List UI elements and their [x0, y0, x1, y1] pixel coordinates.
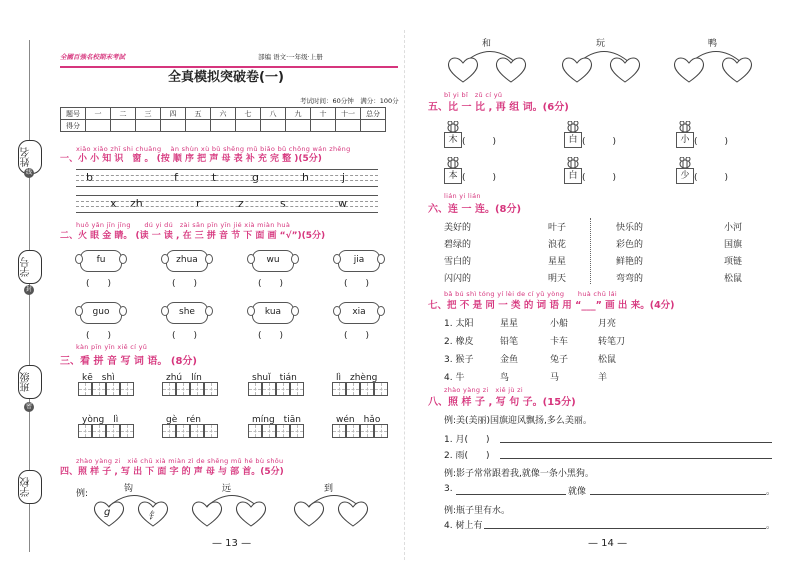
score-cell[interactable] [111, 120, 136, 132]
score-header-cell: 一 [86, 108, 111, 120]
s2-title: 二、火 眼 金 睛。 (读 一 读 , 在 三 拼 音 节 下 面 画 “√”)(5分) [60, 231, 326, 241]
class-label: 班级 [18, 365, 42, 399]
writing-box[interactable] [78, 382, 92, 396]
bug-wing-icon [205, 254, 213, 264]
bug-wing-icon [119, 254, 127, 264]
writing-box[interactable] [92, 424, 106, 438]
match-word[interactable]: 国旗 [724, 240, 743, 250]
answer-line-q3b[interactable] [590, 494, 766, 495]
writing-box[interactable] [204, 424, 218, 438]
s8-example2: 例:影子常常跟着我,就像一条小黑狗。 [444, 469, 594, 479]
score-header-cell: 五 [186, 108, 211, 120]
writing-box[interactable] [346, 424, 360, 438]
s6-pinyin: lián yi lián [444, 192, 481, 200]
s8-q4-end: 。 [766, 521, 776, 531]
consonant-letter: t [212, 171, 217, 184]
match-word[interactable]: 叶子 [548, 223, 567, 233]
consonant-letter: zh [130, 197, 143, 210]
answer-blank[interactable]: ( ) [582, 137, 617, 147]
syllable-card: kua [252, 302, 294, 324]
classify-word[interactable]: 小船 [550, 319, 569, 329]
writing-box[interactable] [106, 382, 120, 396]
match-word[interactable]: 星星 [548, 257, 567, 267]
writing-box[interactable] [190, 424, 204, 438]
pinyin-word: gè rén [166, 415, 201, 425]
consonant-letter: f [174, 171, 178, 184]
writing-box[interactable] [290, 382, 304, 396]
writing-box[interactable] [120, 382, 134, 396]
answer-blank[interactable]: ( ) [344, 331, 370, 341]
bug-wing-icon [161, 254, 169, 264]
consonant-letter: w [338, 197, 347, 210]
pinyin-word: míng tiān [252, 415, 301, 425]
answer-blank[interactable]: ( ) [86, 331, 112, 341]
score-cell[interactable] [311, 120, 336, 132]
classify-word[interactable]: 4. 牛 [444, 373, 465, 383]
score-cell[interactable] [161, 120, 186, 132]
target-character: 玩 [596, 39, 606, 49]
heart-answer-box[interactable] [672, 56, 706, 84]
page-title: 全真模拟突破卷(一) [168, 70, 284, 85]
bug-wing-icon [291, 306, 299, 316]
answer-line-q4[interactable] [484, 528, 766, 529]
header-banner [60, 46, 398, 68]
bug-wing-icon [205, 306, 213, 316]
answer-blank[interactable]: ( ) [462, 173, 497, 183]
writing-box[interactable] [248, 424, 262, 438]
binding-dot: 密 [25, 403, 32, 410]
score-cell[interactable] [261, 120, 286, 132]
bee-icon [446, 118, 460, 130]
syllable-card: she [166, 302, 208, 324]
classify-word[interactable]: 2. 橡皮 [444, 337, 474, 347]
match-word[interactable]: 雪白的 [444, 257, 472, 267]
match-word[interactable]: 小河 [724, 223, 743, 233]
match-word[interactable]: 明天 [548, 274, 567, 284]
s3-title: 三、看 拼 音 写 词 语。 (8分) [60, 356, 197, 367]
s8-q3-end: 。 [766, 487, 776, 497]
bug-wing-icon [75, 306, 83, 316]
writing-box[interactable] [332, 382, 346, 396]
writing-box[interactable] [78, 424, 92, 438]
target-character: 到 [324, 484, 334, 494]
exam-info: 考试时间：60分钟 满分：100分 [300, 97, 399, 105]
answer-blank[interactable]: ( ) [582, 173, 617, 183]
s4-pinyin: zhào yàng zi xiě chū xià miàn zì de shēng mǔ hé bù shǒu [76, 457, 284, 465]
match-word[interactable]: 碧绿的 [444, 240, 472, 250]
writing-box[interactable] [176, 424, 190, 438]
banner-text: 全國百強名校期末考試 [60, 53, 125, 61]
pinyin-word: wén hǎo [336, 415, 381, 425]
answer-blank[interactable]: ( ) [258, 279, 284, 289]
classify-word[interactable]: 兔子 [550, 355, 569, 365]
score-header-cell: 十一 [336, 108, 361, 120]
s7-title: 七、把 不 是 同 一 类 的 词 语 用 “___” 画 出 来。(4分) [428, 300, 675, 311]
school-label: 学校 [18, 470, 42, 504]
page-number-right: — 14 — [588, 538, 628, 549]
score-cell[interactable] [86, 120, 111, 132]
s4-example-label: 例: [76, 489, 89, 499]
heart-answer-box[interactable] [336, 500, 370, 528]
match-word[interactable]: 鲜艳的 [616, 257, 644, 267]
bug-wing-icon [161, 306, 169, 316]
syllable-card: zhua [166, 250, 208, 272]
compare-character: 白 [564, 168, 582, 184]
target-character: 远 [222, 484, 232, 494]
consonant-letter: b [86, 171, 93, 184]
answer-blank[interactable]: ( ) [694, 173, 729, 183]
pinyin-word: kē shì [82, 373, 115, 383]
match-word[interactable]: 美好的 [444, 223, 472, 233]
writing-box[interactable] [374, 382, 388, 396]
bee-icon [566, 118, 580, 130]
target-character: 钩 [124, 484, 134, 494]
s8-q4: 4. 树上有 [444, 521, 483, 531]
score-cell[interactable] [136, 120, 161, 132]
writing-box[interactable] [162, 424, 176, 438]
writing-box[interactable] [360, 424, 374, 438]
classify-word[interactable]: 星星 [500, 319, 519, 329]
bee-icon [566, 154, 580, 166]
bug-wing-icon [75, 254, 83, 264]
score-header-cell: 八 [261, 108, 286, 120]
writing-box[interactable] [262, 424, 276, 438]
series-text: 部编 语文·一年级·上册 [258, 53, 323, 61]
heart-answer-box[interactable] [190, 500, 224, 528]
binding-strip [18, 40, 42, 552]
page-number-left: — 13 — [212, 538, 252, 549]
student-id-label: 学号 [18, 250, 42, 284]
bug-wing-icon [333, 254, 341, 264]
target-character: 和 [482, 39, 492, 49]
answer-blank[interactable]: ( ) [172, 331, 198, 341]
pinyin-word: yòng lì [82, 415, 119, 425]
name-label: 姓名 [18, 140, 42, 174]
bee-icon [678, 118, 692, 130]
classify-word[interactable]: 铅笔 [500, 337, 519, 347]
answer-line-q3a[interactable] [456, 494, 566, 495]
pinyin-word: zhú lín [166, 373, 202, 383]
answer-blank[interactable]: ( ) [694, 137, 729, 147]
classify-word[interactable]: 鸟 [500, 373, 510, 383]
score-header-cell: 四 [161, 108, 186, 120]
bug-wing-icon [377, 254, 385, 264]
heart-answer-box[interactable] [234, 500, 268, 528]
bee-icon [446, 154, 460, 166]
classify-word[interactable]: 羊 [598, 373, 608, 383]
match-word[interactable]: 松鼠 [724, 274, 743, 284]
match-word[interactable]: 项链 [724, 257, 743, 267]
heart-answer-box[interactable] [494, 56, 528, 84]
s5-title: 五、比 一 比 , 再 组 词。(6分) [428, 102, 569, 113]
classify-word[interactable]: 松鼠 [598, 355, 617, 365]
answer-blank[interactable]: ( ) [344, 279, 370, 289]
score-header-cell: 十 [311, 108, 336, 120]
s6-title: 六、连 一 连。(8分) [428, 204, 522, 215]
pinyin-word: lì zhèng [336, 373, 378, 383]
writing-box[interactable] [120, 424, 134, 438]
heart-answer-example: g [104, 507, 111, 518]
score-header-cell: 七 [236, 108, 261, 120]
classify-word[interactable]: 马 [550, 373, 560, 383]
compare-character: 小 [676, 132, 694, 148]
s8-pinyin: zhào yàng zi xiě jù zi [444, 386, 523, 394]
s8-example1: 例:美(美丽)国旗迎风飘扬,多么美丽。 [444, 416, 592, 426]
score-header-cell: 题号 [61, 108, 86, 120]
score-cell[interactable] [336, 120, 361, 132]
score-cell[interactable] [361, 120, 386, 132]
s8-q1: 1. 月( ) [444, 435, 490, 445]
writing-box[interactable] [374, 424, 388, 438]
binding-dot: 线 [25, 169, 32, 176]
writing-box[interactable] [106, 424, 120, 438]
writing-box[interactable] [290, 424, 304, 438]
bee-icon [678, 154, 692, 166]
writing-box[interactable] [248, 382, 262, 396]
compare-character: 木 [444, 132, 462, 148]
score-table [60, 107, 386, 132]
s8-q2: 2. 雨( ) [444, 451, 490, 461]
syllable-card: wu [252, 250, 294, 272]
score-cell[interactable] [211, 120, 236, 132]
score-header-cell: 总分 [361, 108, 386, 120]
heart-answer-box[interactable] [720, 56, 754, 84]
compare-character: 少 [676, 168, 694, 184]
answer-line-q1[interactable] [500, 442, 772, 443]
writing-box[interactable] [276, 424, 290, 438]
pinyin-word: shuǐ tián [252, 373, 297, 383]
writing-box[interactable] [176, 382, 190, 396]
consonant-grid-row2 [76, 195, 378, 213]
score-cell[interactable] [236, 120, 261, 132]
s8-q3-mid: 就像 [568, 487, 587, 497]
consonant-grid-row1 [76, 169, 378, 187]
heart-answer-box[interactable] [292, 500, 326, 528]
writing-box[interactable] [262, 382, 276, 396]
binding-dot: 封 [25, 286, 32, 293]
s4-title: 四、照 样 子 , 写 出 下 面 字 的 声 母 与 部 首。(5分) [60, 467, 284, 477]
classify-word[interactable]: 金鱼 [500, 355, 519, 365]
score-cell: 得分 [61, 120, 86, 132]
score-header-cell: 九 [286, 108, 311, 120]
score-header-cell: 六 [211, 108, 236, 120]
score-cell[interactable] [286, 120, 311, 132]
writing-box[interactable] [204, 382, 218, 396]
compare-character: 本 [444, 168, 462, 184]
s1-title: 一、小 小 知 识 窗 。 (按 顺 序 把 声 母 表 补 充 完 整 )(5分) [60, 154, 322, 164]
target-character: 鸭 [708, 39, 718, 49]
consonant-letter: s [280, 197, 286, 210]
writing-box[interactable] [332, 424, 346, 438]
bug-wing-icon [247, 254, 255, 264]
answer-line-q2[interactable] [500, 458, 772, 459]
heart-answer-example: 钅 [148, 511, 158, 522]
match-word[interactable]: 彩色的 [616, 240, 644, 250]
s8-example3: 例:瓶子里有水。 [444, 506, 511, 516]
consonant-letter: g [252, 171, 259, 184]
syllable-card: guo [80, 302, 122, 324]
classify-word[interactable]: 3. 猴子 [444, 355, 474, 365]
bug-wing-icon [291, 254, 299, 264]
s2-pinyin: huǒ yǎn jīn jīng dú yi dú zài sān pīn yīn jié xià miàn huà [76, 221, 291, 229]
heart-answer-box[interactable] [446, 56, 480, 84]
classify-word[interactable]: 卡车 [550, 337, 569, 347]
s1-pinyin: xiǎo xiǎo zhī shi chuāng àn shùn xù bǔ shēng mǔ biǎo bǔ chōng wán zhěng [76, 145, 351, 153]
score-header-cell: 三 [136, 108, 161, 120]
heart-answer-box[interactable] [560, 56, 594, 84]
syllable-card: jia [338, 250, 380, 272]
s6-divider [590, 218, 591, 284]
bug-wing-icon [247, 306, 255, 316]
classify-word[interactable]: 转笔刀 [598, 337, 626, 347]
syllable-card: xia [338, 302, 380, 324]
s8-title: 八、照 样 子 , 写 句 子。(15分) [428, 397, 576, 408]
classify-word[interactable]: 月亮 [598, 319, 617, 329]
answer-blank[interactable]: ( ) [86, 279, 112, 289]
match-word[interactable]: 弯弯的 [616, 274, 644, 284]
score-cell[interactable] [186, 120, 211, 132]
consonant-letter: x [110, 197, 117, 210]
writing-box[interactable] [92, 382, 106, 396]
answer-blank[interactable]: ( ) [172, 279, 198, 289]
s5-pinyin: bǐ yi bǐ zǔ cí yǔ [444, 91, 503, 99]
writing-box[interactable] [276, 382, 290, 396]
answer-blank[interactable]: ( ) [462, 137, 497, 147]
score-header-cell: 二 [111, 108, 136, 120]
classify-word[interactable]: 1. 太阳 [444, 319, 474, 329]
s7-pinyin: bǎ bú shì tóng yí lèi de cí yǔ yòng huà chū lái [444, 290, 617, 298]
s3-pinyin: kàn pīn yīn xiě cí yǔ [76, 343, 148, 351]
writing-box[interactable] [346, 382, 360, 396]
syllable-card: fu [80, 250, 122, 272]
consonant-letter: j [342, 171, 346, 184]
writing-box[interactable] [360, 382, 374, 396]
compare-character: 白 [564, 132, 582, 148]
s8-q3-label: 3. [444, 484, 453, 494]
match-word[interactable]: 浪花 [548, 240, 567, 250]
bug-wing-icon [119, 306, 127, 316]
consonant-letter: r [196, 197, 201, 210]
writing-box[interactable] [190, 382, 204, 396]
answer-blank[interactable]: ( ) [258, 331, 284, 341]
writing-box[interactable] [162, 382, 176, 396]
bug-wing-icon [377, 306, 385, 316]
page-divider [404, 30, 405, 560]
match-word[interactable]: 闪闪的 [444, 274, 472, 284]
consonant-letter: z [238, 197, 244, 210]
bug-wing-icon [333, 306, 341, 316]
consonant-letter: h [302, 171, 309, 184]
match-word[interactable]: 快乐的 [616, 223, 644, 233]
heart-answer-box[interactable] [608, 56, 642, 84]
